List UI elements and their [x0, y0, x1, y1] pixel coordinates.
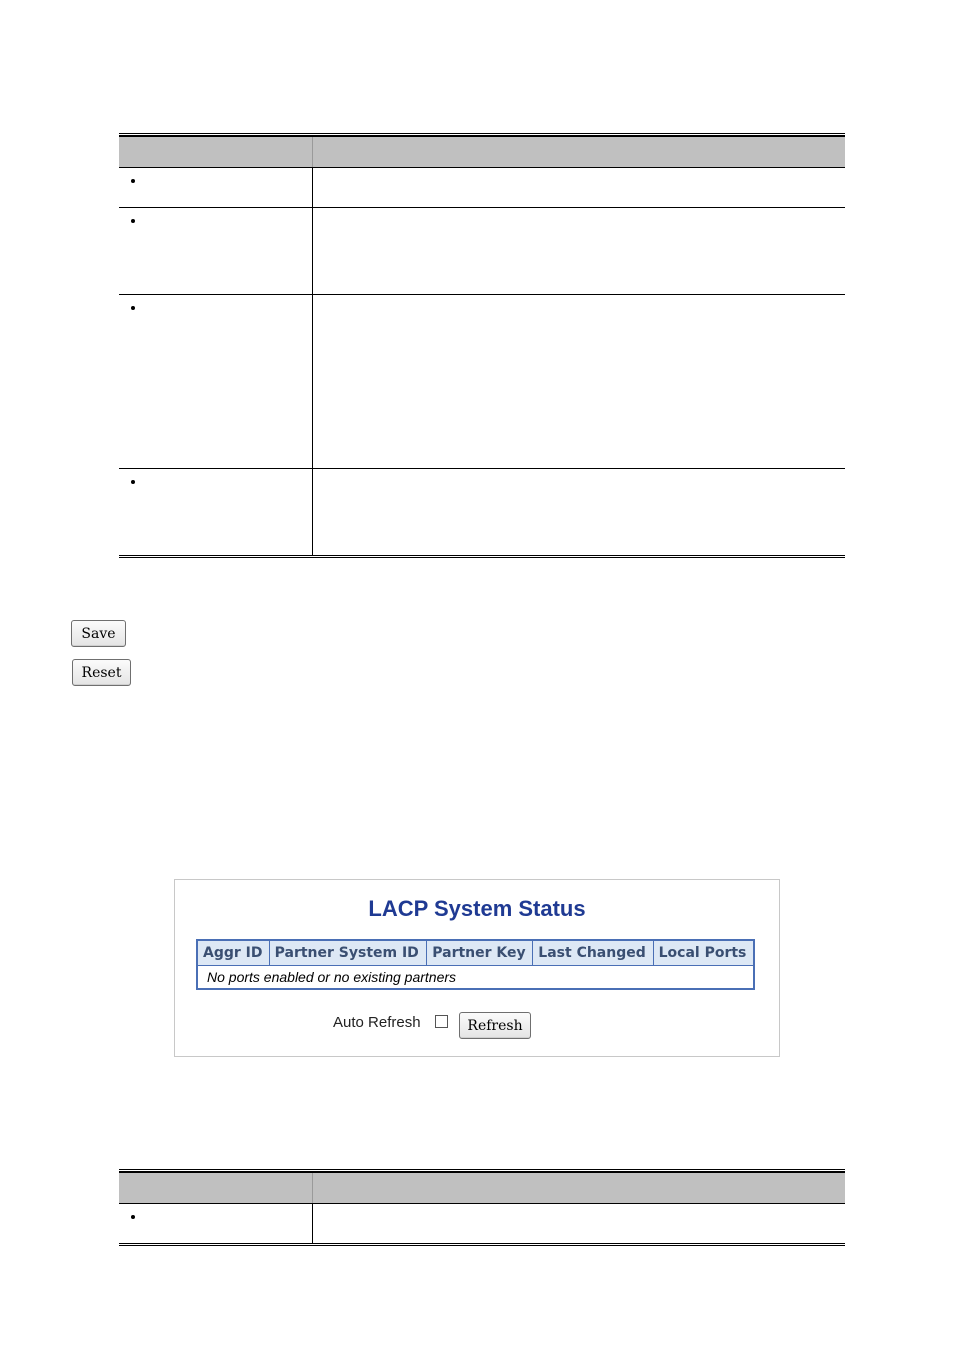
description-table-header	[119, 1172, 845, 1203]
reset-button[interactable]: Reset	[72, 659, 131, 686]
column-header-partner-key: Partner Key	[427, 940, 533, 966]
refresh-button[interactable]: Refresh	[459, 1012, 531, 1039]
bullet-icon	[131, 480, 135, 484]
description-table-header	[119, 136, 845, 167]
auto-refresh-checkbox[interactable]	[435, 1015, 448, 1028]
column-header-partner-system-id: Partner System ID	[269, 940, 427, 966]
table-row	[119, 468, 845, 555]
column-header-last-changed: Last Changed	[533, 940, 653, 966]
table-row	[197, 966, 754, 990]
save-button[interactable]: Save	[71, 620, 126, 647]
auto-refresh-label: Auto Refresh	[333, 1014, 421, 1031]
lacp-system-status-panel	[174, 879, 780, 1057]
bullet-icon	[131, 179, 135, 183]
table-header-row	[197, 940, 754, 966]
empty-message: No ports enabled or no existing partners	[207, 969, 457, 985]
column-header-aggr-id: Aggr ID	[197, 940, 269, 966]
description-table-1	[119, 133, 845, 558]
table-row	[119, 1203, 845, 1243]
table-row	[119, 207, 845, 294]
bullet-icon	[131, 219, 135, 223]
table-row	[119, 167, 845, 207]
description-table-2	[119, 1169, 845, 1246]
page-title: LACP System Status	[368, 896, 586, 921]
table-row	[119, 294, 845, 468]
lacp-status-table	[196, 939, 755, 990]
bullet-icon	[131, 306, 135, 310]
bullet-icon	[131, 1215, 135, 1219]
column-header-local-ports: Local Ports	[653, 940, 754, 966]
